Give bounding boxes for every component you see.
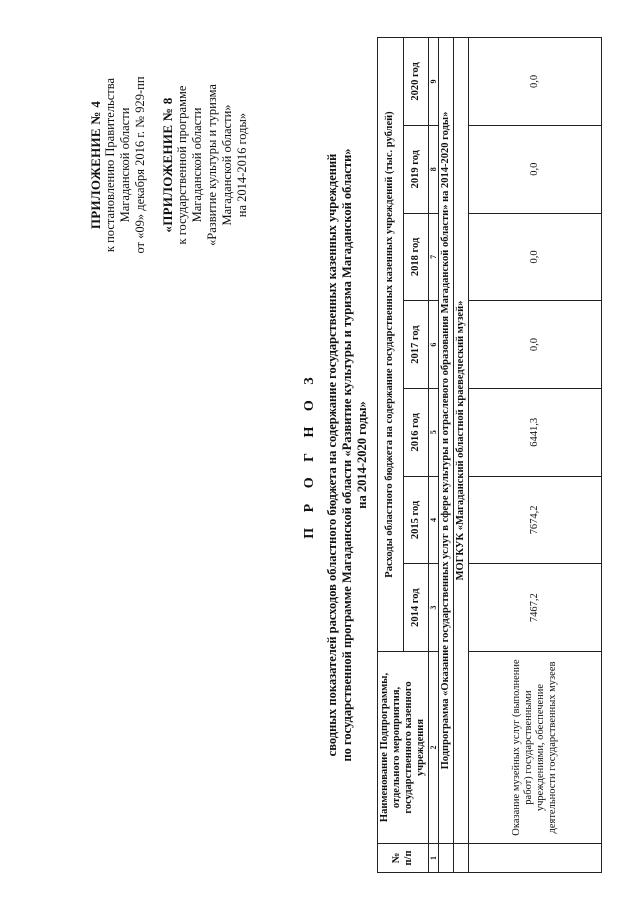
empty-cell (469, 844, 602, 873)
forecast-line: сводных показателей расходов областного бюджета на содержание государственных казенных учреждений (325, 153, 339, 757)
year-header: 2017 год (403, 301, 429, 389)
column-number: 2 (429, 652, 439, 844)
appendix-line: к государственной программе (175, 85, 189, 245)
year-header: 2020 год (403, 38, 429, 126)
value-cell: 7674,2 (469, 476, 602, 564)
appendix-line: «Развитие культуры и туризма (205, 84, 219, 246)
appendix-line: Магаданской области (118, 107, 132, 223)
institution-row: МОГКУК «Магаданский областной краеведческий музей» (454, 38, 469, 844)
year-header: 2016 год (403, 388, 429, 476)
column-number: 3 (429, 564, 439, 652)
column-number: 1 (429, 844, 439, 873)
column-number: 9 (429, 38, 439, 126)
column-number: 8 (429, 125, 439, 213)
year-header: 2019 год (403, 125, 429, 213)
empty-cell (439, 844, 454, 873)
value-cell: 7467,2 (469, 564, 602, 652)
column-number: 7 (429, 213, 439, 301)
column-number: 6 (429, 301, 439, 389)
value-cell: 6441,3 (469, 388, 602, 476)
appendix-line: от «09» декабря 2016 г. № 929-пп (133, 76, 147, 254)
appendix-line: к постановлению Правительства (103, 77, 117, 253)
forecast-title (302, 15, 370, 895)
year-header: 2014 год (403, 564, 429, 652)
service-name-cell: Оказание музейных услуг (выполнение работ) государственными учреждениями, обеспечение деятельности государственных музеев (469, 652, 602, 844)
appendix-line: Магаданской области» (220, 104, 234, 226)
col-number-header: № п/п (378, 844, 429, 873)
rotated-document-page (10, 15, 630, 895)
appendix-header (88, 35, 250, 295)
appendix-title: ПРИЛОЖЕНИЕ № 4 (88, 100, 103, 230)
column-number: 4 (429, 476, 439, 564)
appendix-line: Магаданской области (190, 107, 204, 223)
value-cell: 0,0 (469, 38, 602, 126)
year-header: 2015 год (403, 476, 429, 564)
value-cell: 0,0 (469, 213, 602, 301)
subprogram-row: Подпрограмма «Оказание государственных услуг в сфере культуры и отраслевого образования Магаданской области» на 2014-2020 годы» (439, 38, 454, 844)
forecast-line: на 2014-2020 годы» (355, 401, 369, 509)
col-expenses-header: Расходы областного бюджета на содержание государственных казенных учреждений (тыс. рублей) (378, 38, 404, 652)
forecast-line: по государственной программе Магаданской области «Развитие культуры и туризма Магаданской области» (340, 148, 354, 762)
empty-cell (454, 844, 469, 873)
appendix-subtitle: «ПРИЛОЖЕНИЕ № 8 (160, 97, 175, 233)
forecast-table (377, 37, 602, 873)
forecast-word: П Р О Г Н О З (302, 371, 317, 539)
year-header: 2018 год (403, 213, 429, 301)
col-name-header: Наименование Подпрограммы, отдельного мероприятия, государственного казенного учреждения (378, 652, 429, 844)
appendix-line: на 2014-2016 годы» (235, 112, 249, 218)
value-cell: 0,0 (469, 301, 602, 389)
column-number: 5 (429, 388, 439, 476)
value-cell: 0,0 (469, 125, 602, 213)
